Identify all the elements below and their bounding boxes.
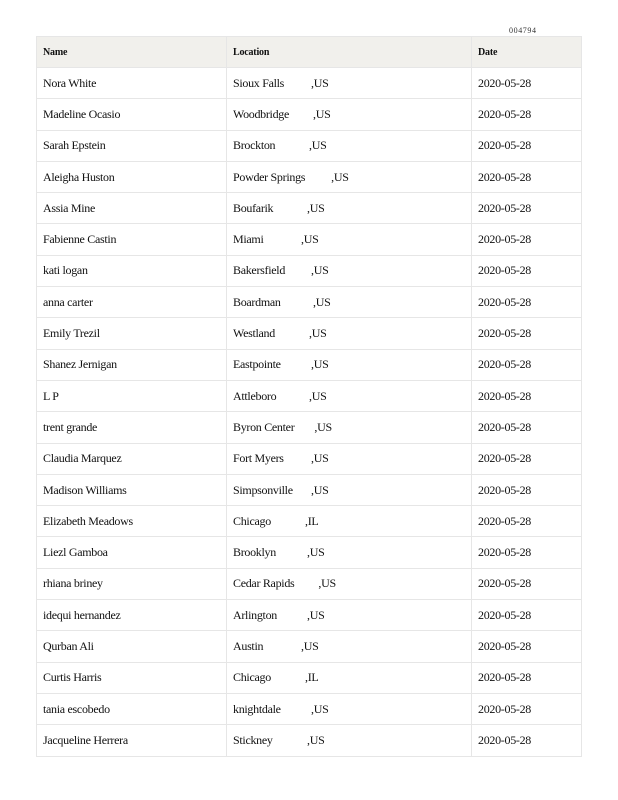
location-region: IL xyxy=(307,670,319,685)
table-row xyxy=(37,568,582,599)
cell-location xyxy=(227,287,472,318)
cell-location xyxy=(227,161,472,192)
location-separator: , xyxy=(311,482,314,497)
records-table xyxy=(36,36,582,757)
header-row xyxy=(37,37,582,68)
cell-date: 2020-05-28 xyxy=(472,161,582,192)
table-row xyxy=(37,193,582,224)
cell-date: 2020-05-28 xyxy=(472,474,582,505)
location-region: US xyxy=(313,701,329,716)
location-separator: , xyxy=(311,75,314,90)
location-region: US xyxy=(303,232,319,247)
cell-date: 2020-05-28 xyxy=(472,255,582,286)
cell-date: 2020-05-28 xyxy=(472,600,582,631)
cell-date: 2020-05-28 xyxy=(472,193,582,224)
location-region: US xyxy=(311,388,327,403)
location-region: US xyxy=(317,419,332,434)
location-region: US xyxy=(313,451,329,466)
location-region: US xyxy=(321,576,336,591)
location-separator: , xyxy=(307,200,310,215)
location-city: Arlington xyxy=(233,607,277,622)
cell-location xyxy=(227,349,472,380)
location-separator: , xyxy=(309,326,312,341)
location-city: Chicago xyxy=(233,513,271,528)
location-separator: , xyxy=(309,388,312,403)
table-row xyxy=(37,224,582,255)
table-row xyxy=(37,725,582,756)
cell-date: 2020-05-28 xyxy=(472,537,582,568)
cell-date: 2020-05-28 xyxy=(472,693,582,724)
location-region: US xyxy=(311,326,327,341)
table-row xyxy=(37,349,582,380)
location-city: Westland xyxy=(233,326,275,341)
cell-date: 2020-05-28 xyxy=(472,412,582,443)
cell-location xyxy=(227,130,472,161)
cell-name: Jacqueline Herrera xyxy=(37,725,227,756)
location-city: Simpsonville xyxy=(233,482,293,497)
cell-name: Elizabeth Meadows xyxy=(37,506,227,537)
column-header-name: Name xyxy=(37,37,227,68)
location-city: Brockton xyxy=(233,138,276,153)
location-region: US xyxy=(313,75,329,90)
cell-location xyxy=(227,68,472,99)
location-city: Bakersfield xyxy=(233,263,286,278)
cell-date: 2020-05-28 xyxy=(472,130,582,161)
cell-name: Fabienne Castin xyxy=(37,224,227,255)
cell-name: Emily Trezil xyxy=(37,318,227,349)
location-separator: , xyxy=(311,263,314,278)
table-row xyxy=(37,255,582,286)
page-number: 004794 xyxy=(509,26,537,35)
location-city: Austin xyxy=(233,638,264,653)
location-city: Fort Myers xyxy=(233,451,284,466)
location-separator: , xyxy=(313,106,316,121)
location-separator: , xyxy=(314,419,318,434)
location-separator: , xyxy=(313,294,316,309)
cell-name: Sarah Epstein xyxy=(37,130,227,161)
location-city: Attleboro xyxy=(233,388,277,403)
cell-location xyxy=(227,224,472,255)
cell-location xyxy=(227,537,472,568)
location-region: US xyxy=(311,138,327,153)
cell-location xyxy=(227,506,472,537)
column-header-date: Date xyxy=(472,37,582,68)
location-region: US xyxy=(315,106,331,121)
cell-date: 2020-05-28 xyxy=(472,568,582,599)
table-row xyxy=(37,662,582,693)
cell-location xyxy=(227,255,472,286)
cell-date: 2020-05-28 xyxy=(472,68,582,99)
table-row xyxy=(37,506,582,537)
location-city: Eastpointe xyxy=(233,357,281,372)
cell-date: 2020-05-28 xyxy=(472,349,582,380)
location-region: US xyxy=(309,545,325,560)
location-region: US xyxy=(303,638,319,653)
cell-date: 2020-05-28 xyxy=(472,380,582,411)
cell-location xyxy=(227,662,472,693)
cell-name: trent grande xyxy=(37,412,227,443)
cell-date: 2020-05-28 xyxy=(472,443,582,474)
location-separator: , xyxy=(301,638,304,653)
cell-date: 2020-05-28 xyxy=(472,318,582,349)
cell-name: Claudia Marquez xyxy=(37,443,227,474)
cell-date: 2020-05-28 xyxy=(472,506,582,537)
column-header-location: Location xyxy=(227,37,472,68)
cell-name: Qurban Ali xyxy=(37,631,227,662)
location-separator: , xyxy=(318,576,322,591)
cell-name: Curtis Harris xyxy=(37,662,227,693)
table-row xyxy=(37,474,582,505)
cell-name: tania escobedo xyxy=(37,693,227,724)
cell-location xyxy=(227,725,472,756)
location-region: US xyxy=(313,482,329,497)
table-row xyxy=(37,68,582,99)
location-city: Boardman xyxy=(233,294,281,309)
location-city: knightdale xyxy=(233,701,281,716)
cell-name: kati logan xyxy=(37,255,227,286)
table-row xyxy=(37,287,582,318)
location-city: Boufarik xyxy=(233,200,274,215)
location-city: Byron Center xyxy=(233,419,295,434)
table-row xyxy=(37,600,582,631)
cell-location xyxy=(227,474,472,505)
location-region: US xyxy=(309,200,325,215)
location-separator: , xyxy=(331,169,334,184)
cell-location xyxy=(227,99,472,130)
location-separator: , xyxy=(301,232,304,247)
cell-name: Nora White xyxy=(37,68,227,99)
cell-name: L P xyxy=(37,380,227,411)
location-separator: , xyxy=(305,670,308,685)
cell-date: 2020-05-28 xyxy=(472,287,582,318)
cell-name: idequi hernandez xyxy=(37,600,227,631)
table-row xyxy=(37,318,582,349)
table-row xyxy=(37,537,582,568)
location-region: US xyxy=(313,357,329,372)
cell-location xyxy=(227,693,472,724)
location-city: Stickney xyxy=(233,732,273,747)
location-separator: , xyxy=(311,451,314,466)
cell-name: Madison Williams xyxy=(37,474,227,505)
location-separator: , xyxy=(311,701,314,716)
location-city: Sioux Falls xyxy=(233,75,285,90)
location-city: Brooklyn xyxy=(233,545,276,560)
location-city: Woodbridge xyxy=(233,106,290,121)
cell-name: Shanez Jernigan xyxy=(37,349,227,380)
cell-date: 2020-05-28 xyxy=(472,631,582,662)
cell-location xyxy=(227,380,472,411)
table-row xyxy=(37,443,582,474)
location-separator: , xyxy=(309,138,312,153)
location-region: US xyxy=(313,263,329,278)
location-separator: , xyxy=(305,513,308,528)
cell-name: anna carter xyxy=(37,287,227,318)
location-region: IL xyxy=(307,513,319,528)
cell-date: 2020-05-28 xyxy=(472,224,582,255)
table-row xyxy=(37,412,582,443)
location-separator: , xyxy=(307,545,310,560)
table-body xyxy=(37,68,582,757)
table-row xyxy=(37,161,582,192)
cell-date: 2020-05-28 xyxy=(472,662,582,693)
location-separator: , xyxy=(307,732,310,747)
cell-location xyxy=(227,318,472,349)
cell-name: Liezl Gamboa xyxy=(37,537,227,568)
cell-location xyxy=(227,568,472,599)
table-row xyxy=(37,693,582,724)
location-separator: , xyxy=(307,607,310,622)
location-separator: , xyxy=(311,357,314,372)
location-region: US xyxy=(315,294,331,309)
cell-name: rhiana briney xyxy=(37,568,227,599)
cell-name: Aleigha Huston xyxy=(37,161,227,192)
cell-location xyxy=(227,600,472,631)
table-row xyxy=(37,99,582,130)
cell-location xyxy=(227,443,472,474)
location-city: Powder Springs xyxy=(233,169,306,184)
table-row xyxy=(37,130,582,161)
cell-name: Madeline Ocasio xyxy=(37,99,227,130)
location-city: Cedar Rapids xyxy=(233,576,295,591)
cell-location xyxy=(227,631,472,662)
cell-name: Assia Mine xyxy=(37,193,227,224)
cell-location xyxy=(227,193,472,224)
location-region: US xyxy=(309,732,325,747)
cell-location xyxy=(227,412,472,443)
location-city: Miami xyxy=(233,232,264,247)
cell-date: 2020-05-28 xyxy=(472,725,582,756)
location-region: US xyxy=(333,169,349,184)
table-row xyxy=(37,631,582,662)
table-row xyxy=(37,380,582,411)
location-city: Chicago xyxy=(233,670,271,685)
location-region: US xyxy=(309,607,325,622)
cell-date: 2020-05-28 xyxy=(472,99,582,130)
